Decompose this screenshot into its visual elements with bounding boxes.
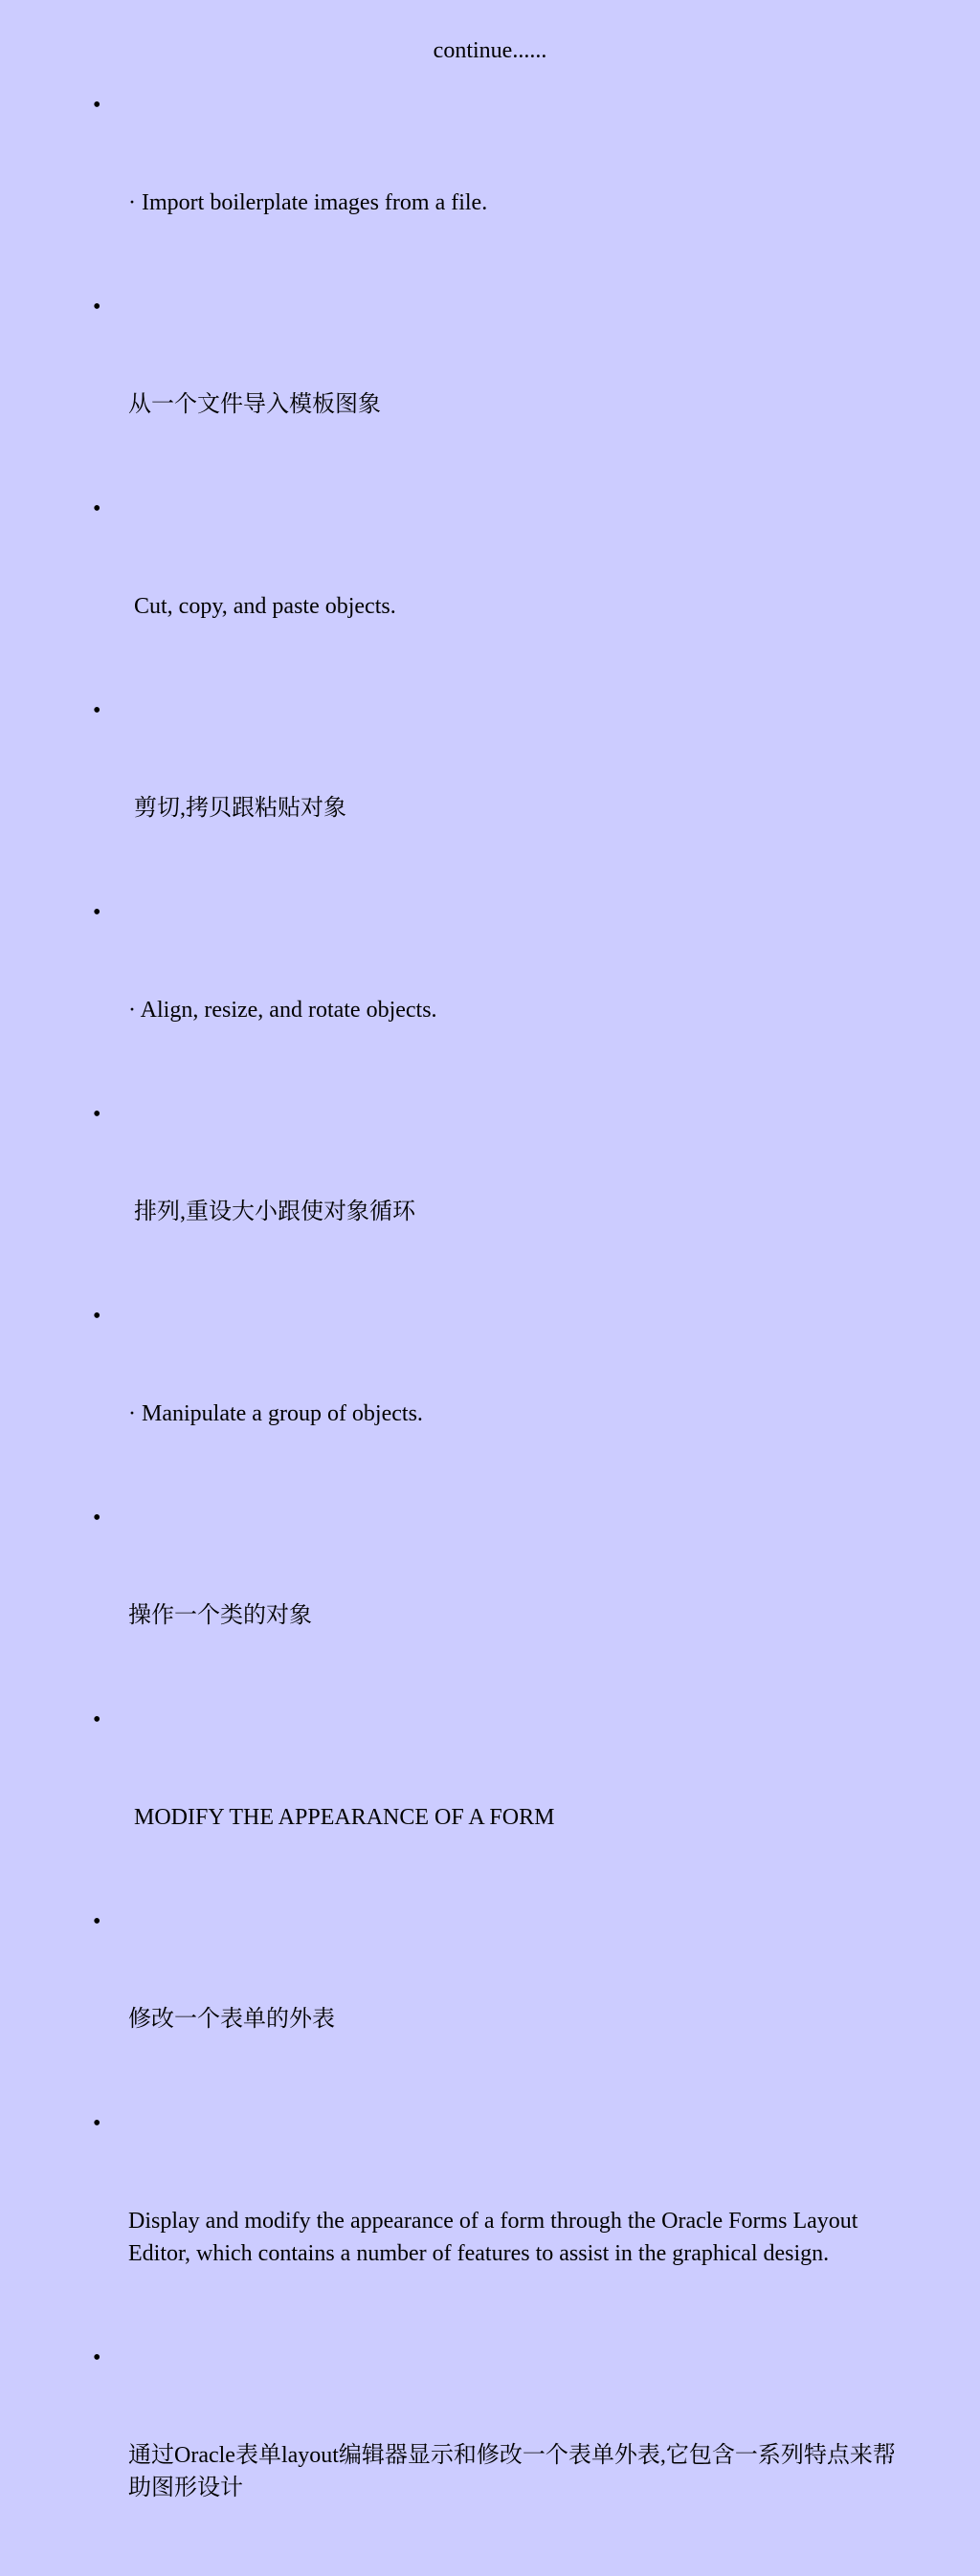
bullet-marker: • bbox=[93, 900, 101, 925]
bullet-item bbox=[93, 2342, 906, 2569]
bullet-marker: • bbox=[93, 2111, 101, 2136]
bullet-item bbox=[93, 896, 906, 1091]
bullet-text: Cut, copy, and paste objects. bbox=[128, 594, 396, 619]
bullet-item bbox=[93, 694, 906, 890]
bullet-text: · Import boilerplate images from a file. bbox=[128, 190, 488, 215]
bullet-item bbox=[93, 89, 906, 284]
bullet-text: MODIFY THE APPEARANCE OF A FORM bbox=[128, 1805, 555, 1830]
bullet-item bbox=[93, 1704, 906, 1899]
bullet-text: 操作一个类的对象 bbox=[128, 1603, 312, 1628]
bullet-text: 通过Oracle表单layout编辑器显示和修改一个表单外表,它包含一系列特点来帮助图形设计 bbox=[128, 2443, 896, 2500]
bullet-text: Display and modify the appearance of a form through the Oracle Forms Layout Editor, which contains a number of features to assist in the graphical design. bbox=[128, 2209, 864, 2266]
bullet-list bbox=[93, 89, 906, 2576]
bullet-marker: • bbox=[93, 93, 101, 118]
bullet-text: 从一个文件导入模板图象 bbox=[128, 392, 381, 417]
bullet-marker: • bbox=[93, 2345, 101, 2370]
bullet-marker: • bbox=[93, 295, 101, 319]
bullet-marker: • bbox=[93, 1506, 101, 1530]
bullet-item bbox=[93, 1905, 906, 2101]
slide-title: continue...... bbox=[433, 38, 547, 63]
bullet-item bbox=[93, 2107, 906, 2335]
bullet-marker: • bbox=[93, 496, 101, 521]
bullet-marker: • bbox=[93, 1909, 101, 1934]
bullet-text: 排列,重设大小跟使对象循环 bbox=[128, 1200, 415, 1224]
bullet-item bbox=[93, 1502, 906, 1697]
bullet-text: · Align, resize, and rotate objects. bbox=[128, 998, 437, 1023]
bullet-item bbox=[93, 291, 906, 486]
bullet-marker: • bbox=[93, 698, 101, 723]
bullet-item bbox=[93, 493, 906, 688]
bullet-item bbox=[93, 1098, 906, 1293]
bullet-marker: • bbox=[93, 1304, 101, 1329]
bullet-marker: • bbox=[93, 1707, 101, 1732]
bullet-marker: • bbox=[93, 1102, 101, 1127]
bullet-item bbox=[93, 1300, 906, 1495]
bullet-text: 剪切,拷贝跟粘贴对象 bbox=[128, 796, 346, 821]
bullet-text: 修改一个表单的外表 bbox=[128, 2007, 335, 2032]
bullet-text: · Manipulate a group of objects. bbox=[128, 1401, 423, 1426]
